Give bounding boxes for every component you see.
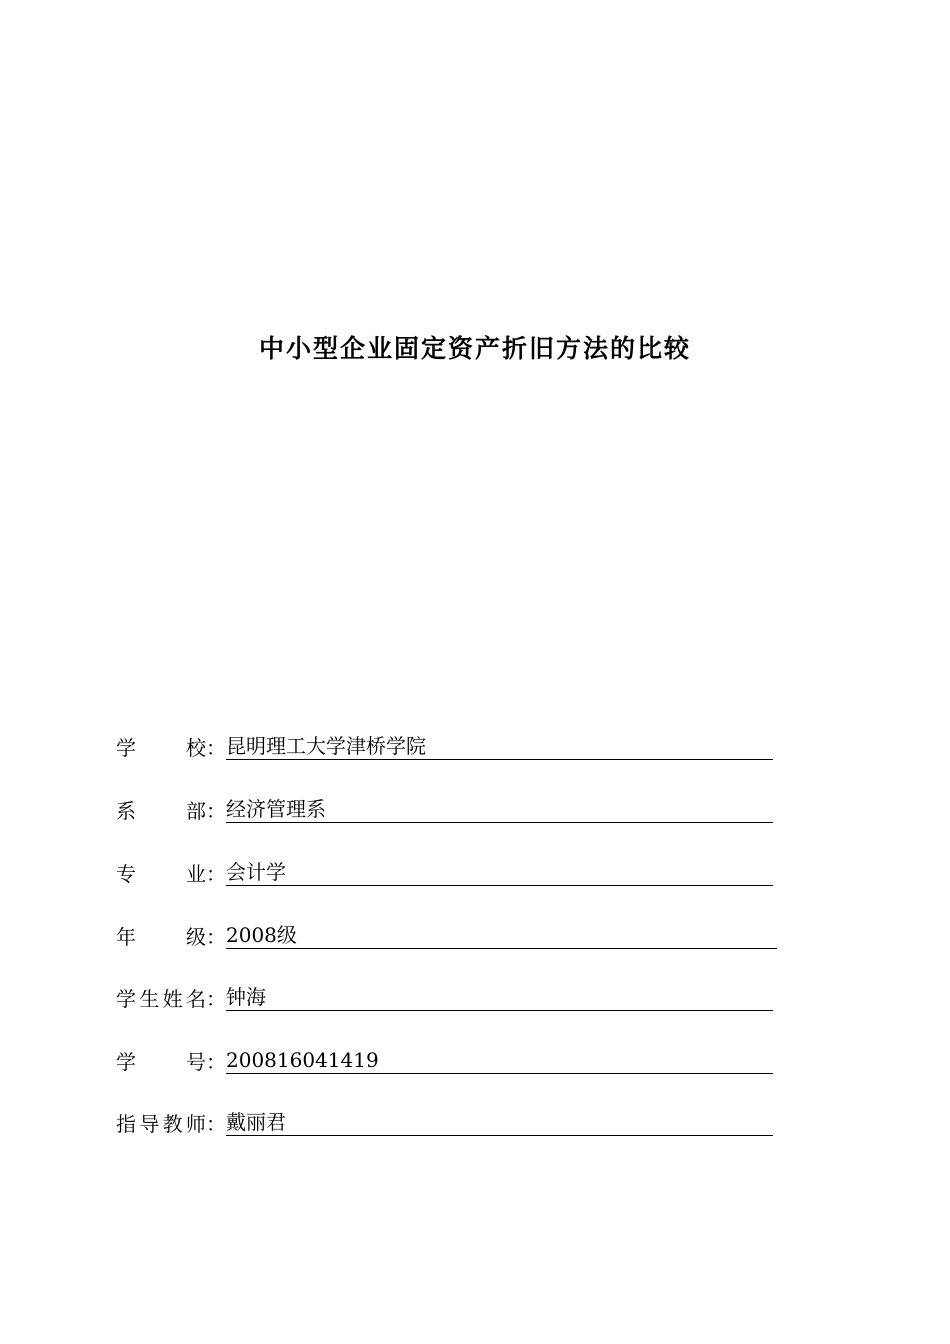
label-char: 师 xyxy=(185,1112,206,1136)
field-colon: ： xyxy=(206,736,226,760)
field-student-name xyxy=(116,983,773,1011)
field-label xyxy=(116,736,206,760)
field-colon: ： xyxy=(206,1050,226,1074)
field-value-grade: 2008级 xyxy=(226,923,777,949)
field-value-student-id: 200816041419 xyxy=(226,1048,773,1074)
label-char: 部 xyxy=(186,799,206,823)
label-char: 名 xyxy=(185,987,206,1011)
field-value-school: 昆明理工大学津桥学院 xyxy=(226,734,773,760)
label-char: 学 xyxy=(116,1050,136,1074)
label-char: 姓 xyxy=(162,987,183,1011)
field-colon: ： xyxy=(206,1112,226,1136)
label-char: 系 xyxy=(116,799,136,823)
label-char: 学 xyxy=(116,987,136,1011)
field-department xyxy=(116,795,773,823)
label-char: 导 xyxy=(139,1112,160,1136)
field-label xyxy=(116,987,206,1011)
field-label xyxy=(116,925,206,949)
field-advisor xyxy=(116,1108,773,1136)
document-title: 中小型企业固定资产折旧方法的比较 xyxy=(258,334,691,363)
label-char: 年 xyxy=(116,925,136,949)
field-value-major: 会计学 xyxy=(226,860,773,886)
field-colon: ： xyxy=(206,987,226,1011)
label-char: 级 xyxy=(186,925,206,949)
field-value-advisor: 戴丽君 xyxy=(226,1110,773,1136)
field-grade xyxy=(116,921,777,949)
label-char: 业 xyxy=(186,862,206,886)
label-char: 号 xyxy=(186,1050,206,1074)
field-school xyxy=(116,732,773,760)
label-char: 教 xyxy=(162,1112,183,1136)
field-label xyxy=(116,799,206,823)
field-student-id xyxy=(116,1046,773,1074)
field-colon: ： xyxy=(206,862,226,886)
field-colon: ： xyxy=(206,925,226,949)
field-label xyxy=(116,1112,206,1136)
field-label xyxy=(116,862,206,886)
label-char: 指 xyxy=(116,1112,136,1136)
label-char: 专 xyxy=(116,862,136,886)
field-major xyxy=(116,858,773,886)
field-value-department: 经济管理系 xyxy=(226,797,773,823)
label-char: 校 xyxy=(186,736,206,760)
label-char: 生 xyxy=(139,987,160,1011)
label-char: 学 xyxy=(116,736,136,760)
field-colon: ： xyxy=(206,799,226,823)
field-value-student-name: 钟海 xyxy=(226,985,773,1011)
field-label xyxy=(116,1050,206,1074)
